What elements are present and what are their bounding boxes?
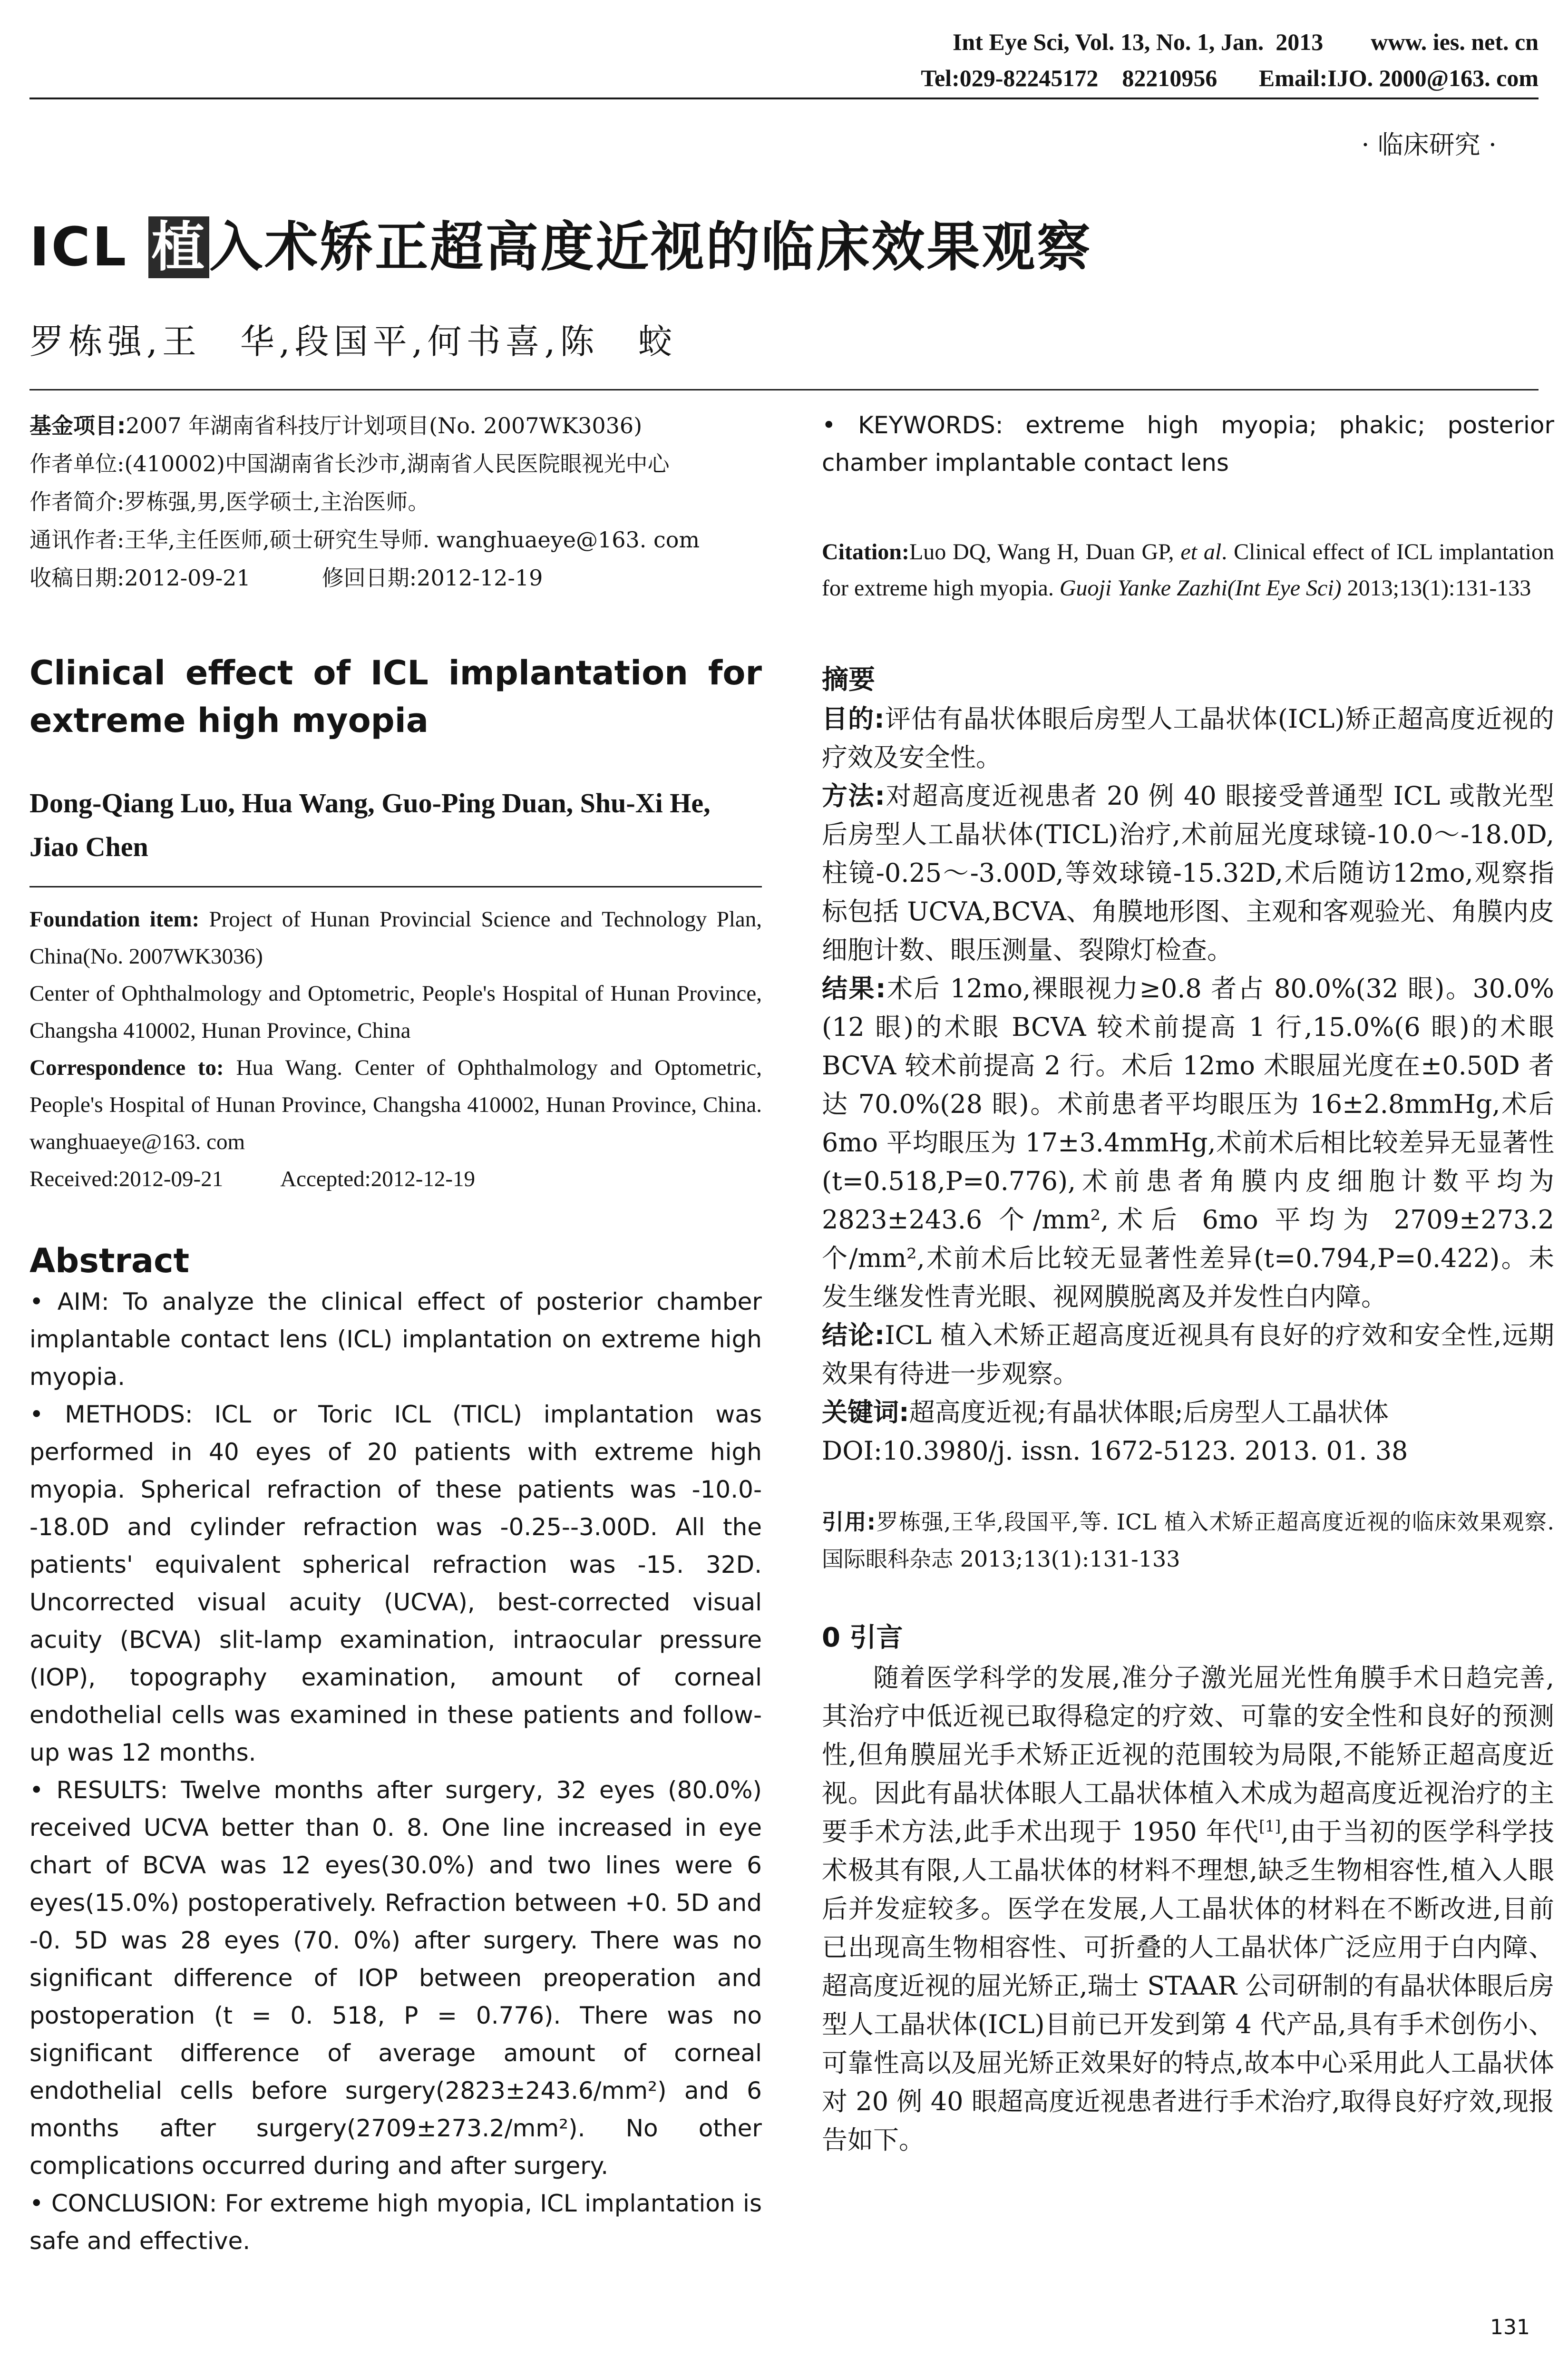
foundation-cn: 2007 年湖南省科技厅计划项目(No. 2007WK3036) xyxy=(126,413,643,438)
aim-cn-label: 目的: xyxy=(822,704,885,734)
abstract-conclusion: • CONCLUSION: For extreme high myopia, ICL implantation is safe and effective. xyxy=(29,2190,762,2255)
keywords-cn-label: 关键词: xyxy=(822,1397,909,1427)
title-rest: 入术矫正超高度近视的临床效果观察 xyxy=(209,216,1092,278)
received-cn: 2012-09-21 xyxy=(124,565,251,591)
title-rule xyxy=(29,389,1539,390)
keywords-en xyxy=(822,407,1554,482)
citation-title: . Clinical effect of ICL implantation for extreme high myopia. xyxy=(822,539,1555,601)
citation-en xyxy=(822,534,1554,606)
title-highlight: 植 xyxy=(148,216,209,278)
citation-cn xyxy=(822,1503,1554,1578)
section-tag: · 临床研究 · xyxy=(1361,130,1497,160)
aim-cn: 评估有晶状体眼后房型人工晶状体(ICL)矫正超高度近视的疗效及安全性。 xyxy=(822,704,1554,772)
corr-en: Hua Wang. Center of Ophthalmology and Optometric, People's Hospital of Hunan Province, Changsha 410002, Hunan Province, China. wanghuaeye@163. com xyxy=(29,1055,762,1154)
abstract-cn-heading: 摘要 xyxy=(822,664,875,695)
corr-en-label: Correspondence to: xyxy=(29,1055,224,1080)
citation-authors: Luo DQ, Wang H, Duan GP, xyxy=(909,539,1174,565)
methods-cn: 对超高度近视患者 20 例 40 眼接受普通型 ICL 或散光型后房型人工晶状体(TICL)治疗,术前屈光度球镜-10.0～-18.0D,柱镜-0.25～-3.00D,等效球镜-15.32D,术后随访12mo,观察指标包括 UCVA,BCVA、角膜地形图、主观和客观验光、角膜内皮细胞计数、眼压测量、裂隙灯检查。 xyxy=(822,781,1554,965)
left-column xyxy=(29,407,762,2260)
citation-journal: Guoji Yanke Zazhi(Int Eye Sci) xyxy=(1059,575,1342,601)
article-title-cn xyxy=(29,205,1537,281)
authors-en: Dong-Qiang Luo, Hua Wang, Guo-Ping Duan, Shu-Xi He, Jiao Chen xyxy=(29,788,711,862)
citation-cn-label: 引用: xyxy=(822,1509,876,1535)
abstract-aim: • AIM: To analyze the clinical effect of posterior chamber implantable contact lens (ICL) implantation on extreme high myopia. xyxy=(29,1288,762,1391)
intro-heading: 0 引言 xyxy=(822,1622,903,1653)
citation-label: Citation: xyxy=(822,539,909,565)
intro-text-b: ,由于当初的医学科学技术极其有限,人工晶状体的材料不理想,缺乏生物相容性,植入人眼后并发症较多。医学在发展,人工晶状体的材料在不断改进,目前已出现高生物相容性、可折叠的人工晶状体广泛应用于白内障、超高度近视的屈光矫正,瑞士 STAAR 公司研制的有晶状体眼后房型人工晶状体(ICL)目前已开发到第 4 代产品,具有手术创伤小、可靠性高以及屈光矫正效果好的特点,故本中心采用此人工晶状体对 20 例 40 眼超高度近视患者进行手术治疗,取得良好疗效,现报告如下。 xyxy=(822,1817,1555,2155)
methods-cn-label: 方法: xyxy=(822,781,885,811)
journal-info-line: Int Eye Sci, Vol. 13, No. 1, Jan. 2013 www. ies. net. cn xyxy=(952,29,1539,55)
intro-body xyxy=(822,1658,1554,2159)
bio-cn: 罗栋强,男,医学硕士,主治医师。 xyxy=(124,489,430,515)
meta-en xyxy=(29,901,762,1198)
keywords-en-text: • KEYWORDS: extreme high myopia; phakic; posterior chamber implantable contact lens xyxy=(822,411,1554,477)
meta-cn xyxy=(29,407,762,597)
en-authors-rule xyxy=(29,886,762,887)
title-prefix: ICL xyxy=(29,216,149,278)
page-number: 131 xyxy=(1490,2315,1530,2339)
revised-cn-label: 修回日期: xyxy=(321,565,417,591)
bio-cn-label: 作者简介: xyxy=(29,489,125,515)
citation-cn-text: 罗栋强,王华,段国平,等. ICL 植入术矫正超高度近视的临床效果观察. 国际眼科杂志 2013;13(1):131-133 xyxy=(822,1509,1554,1572)
right-column xyxy=(822,407,1554,2159)
unit-cn: (410002)中国湖南省长沙市,湖南省人民医院眼视光中心 xyxy=(124,451,670,477)
unit-cn-label: 作者单位: xyxy=(29,451,125,477)
abstract-methods: • METHODS: ICL or Toric ICL (TICL) implantation was performed in 40 eyes of 20 patients with extreme high myopia. Spherical refraction of these patients was -10.0--18.0D and cylinder refraction was -0.25--3.00D. All the patients' equivalent spherical refraction was -15. 32D. Uncorrected visual acuity (UCVA), best-corrected visual acuity (BCVA) slit-lamp examination, intraocular pressure (IOP), topography examination, amount of corneal endothelial cells was examined in these patients and follow-up was 12 months. xyxy=(29,1401,762,1766)
revised-cn: 2012-12-19 xyxy=(417,565,543,591)
foundation-en: Project of Hunan Provincial Science and Technology Plan, China(No. 2007WK3036) xyxy=(29,907,762,969)
authors-cn: 罗栋强,王 华,段国平,何书喜,陈 蛟 xyxy=(29,321,677,361)
corr-cn: 王华,主任医师,硕士研究生导师. wanghuaeye@163. com xyxy=(124,527,700,553)
header-rule xyxy=(29,97,1539,99)
keywords-cn: 超高度近视;有晶状体眼;后房型人工晶状体 xyxy=(909,1397,1389,1427)
citation-etal: et al xyxy=(1180,539,1222,565)
abstract-heading: Abstract xyxy=(29,1241,190,1280)
doi: DOI:10.3980/j. issn. 1672-5123. 2013. 01. 38 xyxy=(822,1436,1408,1466)
abstract-results: • RESULTS: Twelve months after surgery, 32 eyes (80.0%) received UCVA better than 0. 8. One line increased in eye chart of BCVA was 12 eyes(30.0%) and two lines were 6 eyes(15.0%) postoperatively. Refraction between +0. 5D and -0. 5D was 28 eyes (70. 0%) after surgery. There was no significant difference of IOP between preoperation and postoperation (t = 0. 518, P = 0.776). There was no significant difference of average amount of corneal endothelial cells before surgery(2823±243.6/mm²) and 6 months after surgery(2709±273.2/mm²). No other complications occurred during and after surgery. xyxy=(29,1776,762,2180)
results-cn: 术后 12mo,裸眼视力≥0.8 者占 80.0%(32 眼)。30.0%(12 眼)的术眼 BCVA 较术前提高 1 行,15.0%(6 眼)的术眼 BCVA 较术前提高 2 行。术后 12mo 术眼屈光度在±0.50D 者达 70.0%(28 眼)。术前患者平均眼压为 16±2.8mmHg,术后 6mo 平均眼压为 17±3.4mmHg,术前术后相比较差异无显著性(t=0.518,P=0.776),术前患者角膜内皮细胞计数平均为 2823±243.6 个/mm²,术后 6mo 平均为 2709±273.2 个/mm²,术前术后比较无显著性差异(t=0.794,P=0.422)。未发生继发性青光眼、视网膜脱离及并发性白内障。 xyxy=(822,974,1554,1312)
foundation-en-label: Foundation item: xyxy=(29,907,200,932)
citation-volume: 2013;13(1):131-133 xyxy=(1347,575,1531,601)
corr-cn-label: 通讯作者: xyxy=(29,527,125,553)
foundation-cn-label: 基金项目: xyxy=(29,413,126,438)
article-title-en: Clinical effect of ICL implantation for extreme high myopia xyxy=(29,653,762,740)
conclusion-cn-label: 结论: xyxy=(822,1320,885,1350)
conclusion-cn: ICL 植入术矫正超高度近视具有良好的疗效和安全性,远期效果有待进一步观察。 xyxy=(822,1320,1554,1389)
accepted-en: Accepted:2012-12-19 xyxy=(280,1167,476,1191)
abstract-en xyxy=(29,1283,762,2260)
center-en: Center of Ophthalmology and Optometric, People's Hospital of Hunan Province, Changsha 410002, Hunan Province, China xyxy=(29,981,762,1043)
journal-contact-line: Tel:029-82245172 82210956 Email:IJO. 2000@163. com xyxy=(921,65,1539,91)
received-en: Received:2012-09-21 xyxy=(29,1167,224,1191)
received-cn-label: 收稿日期: xyxy=(29,565,125,591)
results-cn-label: 结果: xyxy=(822,974,886,1003)
intro-ref-mark: [1] xyxy=(1259,1817,1281,1835)
abstract-cn xyxy=(822,700,1554,1470)
intro-text-a: 随着医学科学的发展,准分子激光屈光性角膜手术日趋完善,其治疗中低近视已取得稳定的疗效、可靠的安全性和良好的预测性,但角膜屈光手术矫正近视的范围较为局限,不能矫正超高度近视。因此有晶状体眼人工晶状体植入术成为超高度近视治疗的主要手术方法,此手术出现于 1950 年代 xyxy=(822,1663,1554,1847)
